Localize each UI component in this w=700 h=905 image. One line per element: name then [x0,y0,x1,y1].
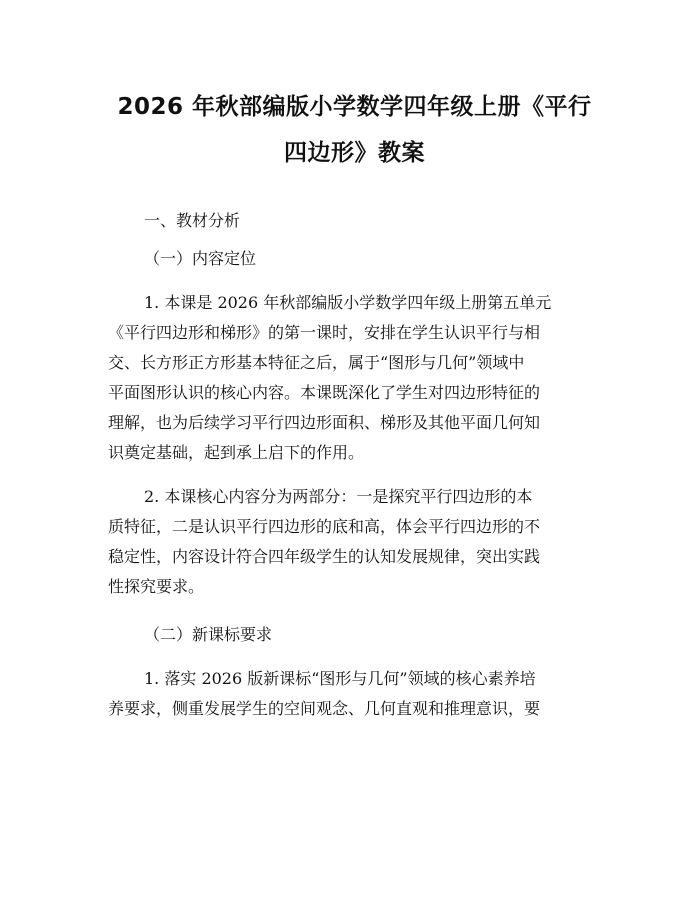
paragraph-line: 性探究要求。 [108,577,205,596]
paragraph-line: 理解，也为后续学习平行四边形面积、梯形及其他平面几何知 [108,413,541,432]
paragraph-line: 养要求，侧重发展学生的空间观念、几何直观和推理意识，要 [108,699,541,718]
title-line-1: 2026 年秋部编版小学数学四年级上册《平行 [117,94,592,120]
paragraph-line: 识奠定基础，起到承上启下的作用。 [108,443,365,462]
paragraph-1 [108,288,601,468]
document-title [108,84,601,176]
title-line-2: 四边形》教案 [284,140,425,166]
paragraph-line: 质特征，二是认识平行四边形的底和高，体会平行四边形的不 [108,517,541,536]
paragraph-line: 《平行四边形和梯形》的第一课时，安排在学生认识平行与相 [108,323,541,342]
subsection-heading-new-curriculum-requirements: （二）新课标要求 [144,625,273,644]
paragraph-line: 1. 落实 2026 版新课标“图形与几何”领域的核心素养培 [144,669,536,688]
paragraph-2 [108,482,601,602]
subsection-heading-content-positioning: （一）内容定位 [144,249,257,268]
paragraph-3 [108,664,601,724]
paragraph-line: 2. 本课核心内容分为两部分：一是探究平行四边形的本 [144,487,533,506]
paragraph-line: 平面图形认识的核心内容。本课既深化了学生对四边形特征的 [108,383,541,402]
paragraph-line: 1. 本课是 2026 年秋部编版小学数学四年级上册第五单元 [144,293,552,312]
section-heading-teaching-material-analysis: 一、教材分析 [144,211,241,230]
paragraph-line: 稳定性，内容设计符合四年级学生的认知发展规律，突出实践 [108,547,541,566]
paragraph-line: 交、长方形正方形基本特征之后，属于“图形与几何”领域中 [108,353,525,372]
